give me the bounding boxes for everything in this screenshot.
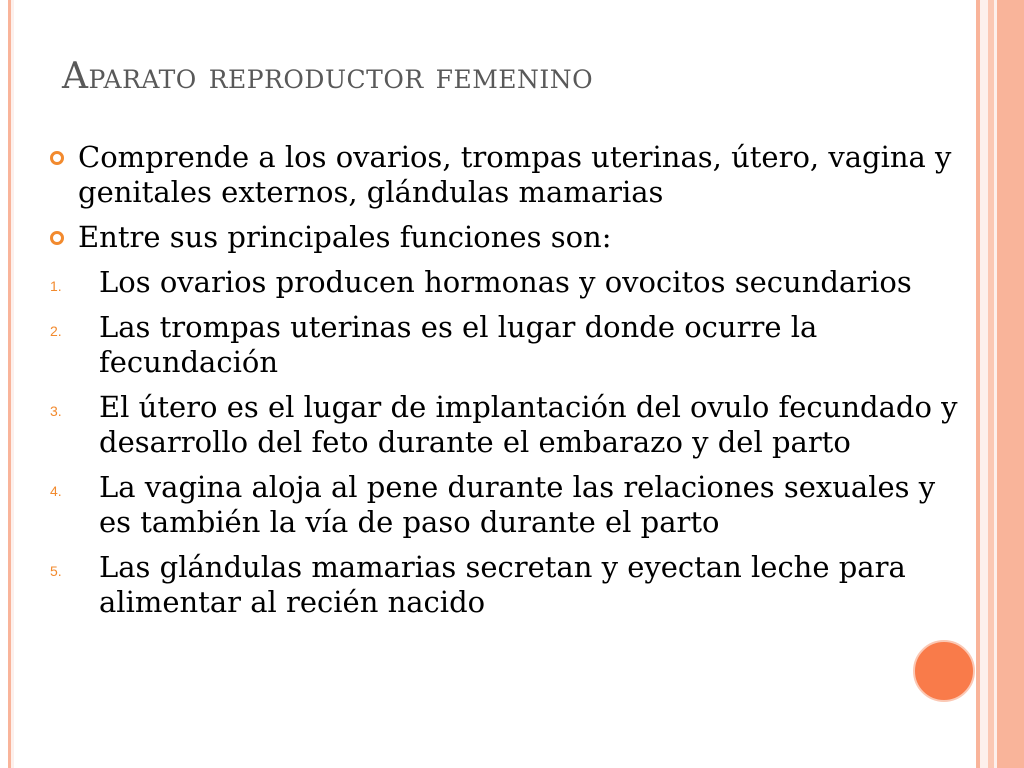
slide-title: Aparato reproductor femenino: [62, 56, 594, 97]
item-text: Los ovarios producen hormonas y ovocitos secundarios: [99, 265, 912, 299]
item-text: La vagina aloja al pene durante las relaciones sexuales y es también la vía de paso durante el parto: [99, 470, 936, 539]
item-number: 5.: [50, 563, 62, 579]
right-border-stripe: [997, 0, 1024, 768]
bullet-item: [48, 140, 968, 210]
bullet-item: [48, 220, 968, 255]
item-text: Las glándulas mamarias secretan y eyectan leche para alimentar al recién nacido: [99, 550, 906, 619]
bullet-text: Comprende a los ovarios, trompas uterinas, útero, vagina y genitales externos, glándulas mamarias: [78, 140, 952, 209]
item-number: 4.: [50, 483, 62, 499]
item-number: 3.: [50, 403, 62, 419]
decorative-circle: [913, 640, 975, 702]
item-text: Las trompas uterinas es el lugar donde ocurre la fecundación: [99, 310, 818, 379]
item-number: 1.: [50, 278, 62, 294]
item-text: El útero es el lugar de implantación del ovulo fecundado y desarrollo del feto durante el embarazo y del parto: [99, 390, 958, 459]
right-border-stripe: [980, 0, 988, 768]
numbered-item: [48, 310, 968, 380]
bullet-text: Entre sus principales funciones son:: [78, 220, 612, 254]
bullet-circle-icon: [50, 231, 64, 245]
bullet-circle-icon: [50, 151, 64, 165]
numbered-item: [48, 265, 968, 300]
slide-body: [48, 140, 968, 630]
numbered-item: [48, 550, 968, 620]
numbered-item: [48, 470, 968, 540]
numbered-item: [48, 390, 968, 460]
item-number: 2.: [50, 323, 62, 339]
